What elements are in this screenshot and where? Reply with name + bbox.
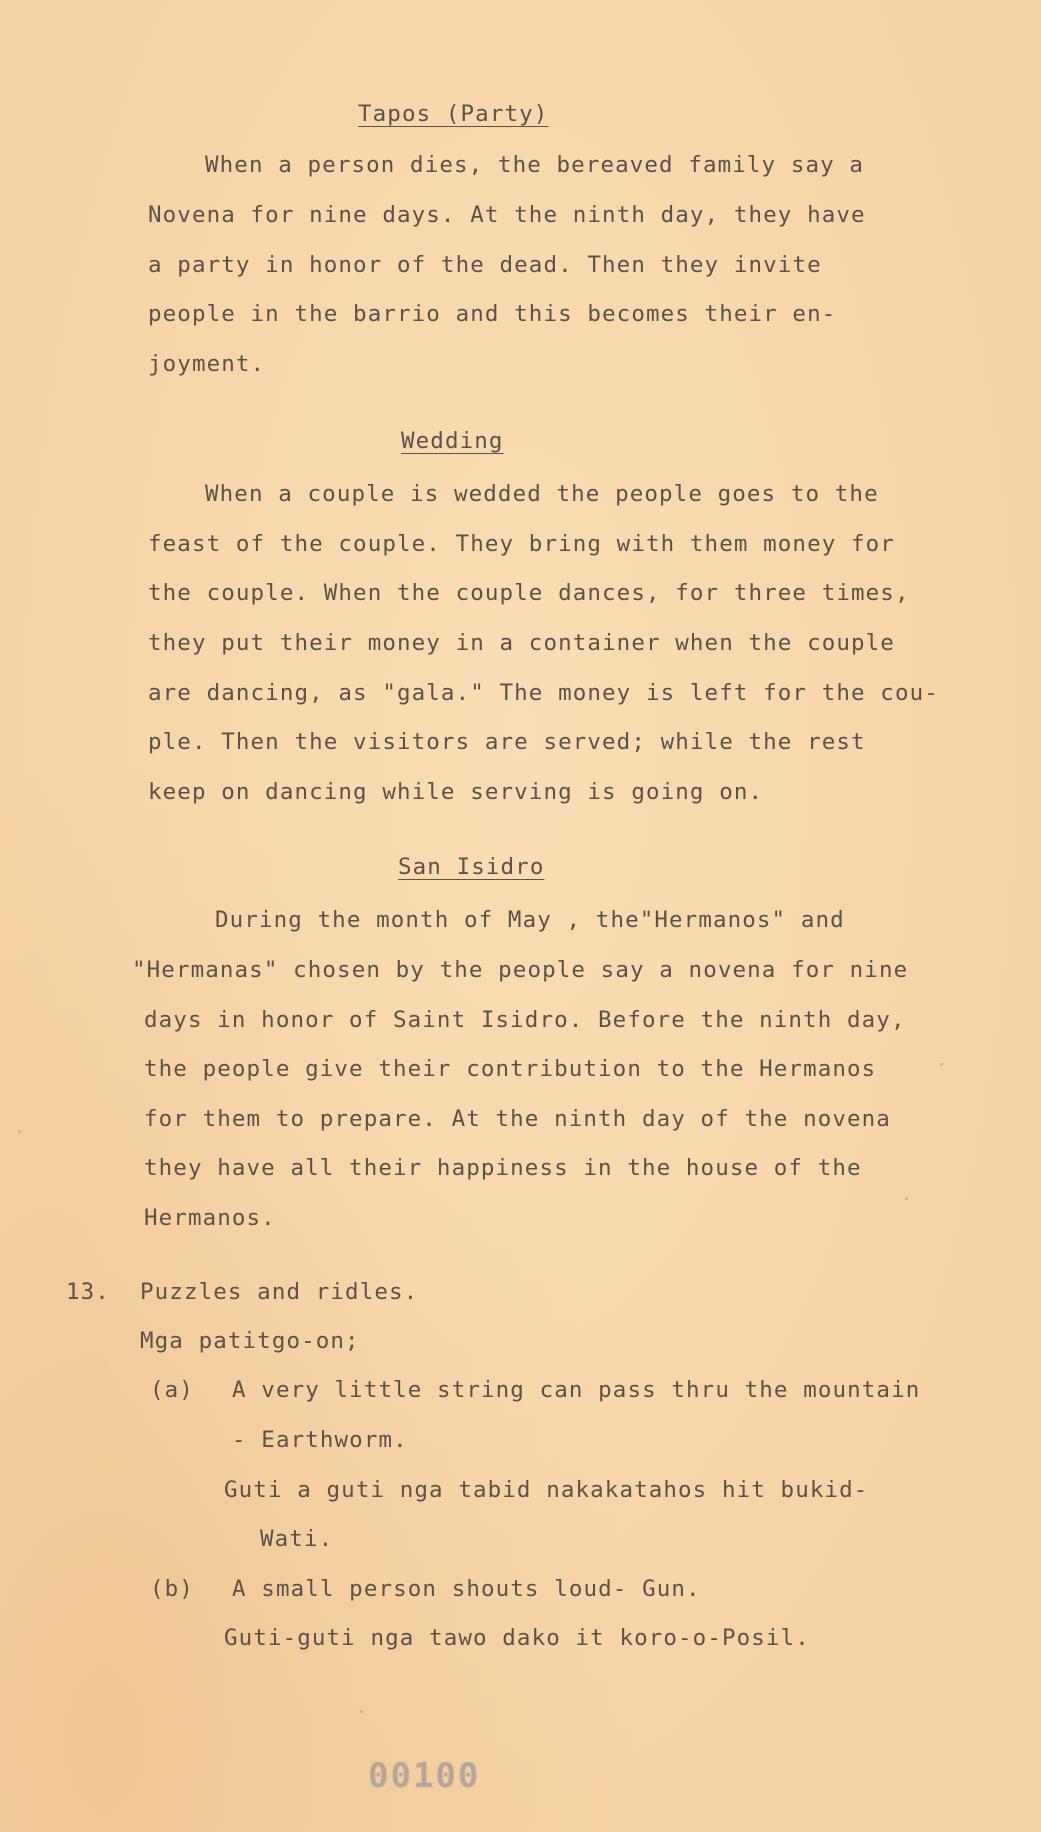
item-title: Puzzles and ridles. [140, 1279, 419, 1305]
wedding-line-7: keep on dancing while serving is going on. [148, 779, 764, 805]
isidro-line-6: they have all their happiness in the house of the [144, 1155, 862, 1181]
tapos-line-4: people in the barrio and this becomes their en- [148, 301, 837, 327]
page-number-stamp: 00100 [368, 1756, 481, 1796]
riddle-b-line-1: A small person shouts loud- Gun. [232, 1576, 701, 1602]
tapos-line-3: a party in honor of the dead. Then they invite [148, 252, 822, 278]
paper-speck [905, 1197, 908, 1200]
wedding-line-5: are dancing, as "gala." The money is left for the cou- [148, 680, 939, 706]
heading-tapos: Tapos (Party) [358, 101, 549, 127]
riddle-a-line-1: A very little string can pass thru the mountain [232, 1377, 921, 1403]
paper-speck [18, 1130, 21, 1133]
isidro-line-4: the people give their contribution to the Hermanos [144, 1056, 877, 1082]
heading-wedding: Wedding [401, 428, 504, 454]
wedding-line-4: they put their money in a container when the couple [148, 630, 895, 656]
riddle-a-label: (a) [150, 1377, 194, 1403]
item-subtitle: Mga patitgo-on; [140, 1328, 360, 1354]
isidro-line-3: days in honor of Saint Isidro. Before the ninth day, [144, 1007, 906, 1033]
wedding-line-2: feast of the couple. They bring with them money for [148, 531, 895, 557]
isidro-line-5: for them to prepare. At the ninth day of the novena [144, 1106, 891, 1132]
riddle-b-line-2: Guti-guti nga tawo dako it koro-o-Posil. [224, 1625, 810, 1651]
isidro-line-7: Hermanos. [144, 1205, 276, 1231]
wedding-line-6: ple. Then the visitors are served; while the rest [148, 729, 866, 755]
wedding-line-3: the couple. When the couple dances, for three times, [148, 580, 910, 606]
riddle-a-line-3: Guti a guti nga tabid nakakatahos hit bukid- [224, 1477, 869, 1503]
riddle-a-line-2: - Earthworm. [232, 1427, 408, 1453]
tapos-line-1: When a person dies, the bereaved family say a [205, 152, 865, 178]
wedding-line-1: When a couple is wedded the people goes to the [205, 481, 879, 507]
riddle-a-line-4: Wati. [260, 1526, 334, 1552]
tapos-line-2: Novena for nine days. At the ninth day, they have [148, 202, 866, 228]
tapos-line-5: joyment. [148, 351, 266, 377]
item-number: 13. [66, 1279, 110, 1305]
riddle-b-label: (b) [150, 1576, 194, 1602]
paper-speck [360, 1710, 363, 1713]
isidro-line-2: "Hermanas" chosen by the people say a novena for nine [132, 957, 909, 983]
heading-san-isidro: San Isidro [398, 854, 545, 880]
isidro-line-1: During the month of May , the"Hermanos" and [215, 907, 845, 933]
paper-speck [940, 1063, 943, 1066]
